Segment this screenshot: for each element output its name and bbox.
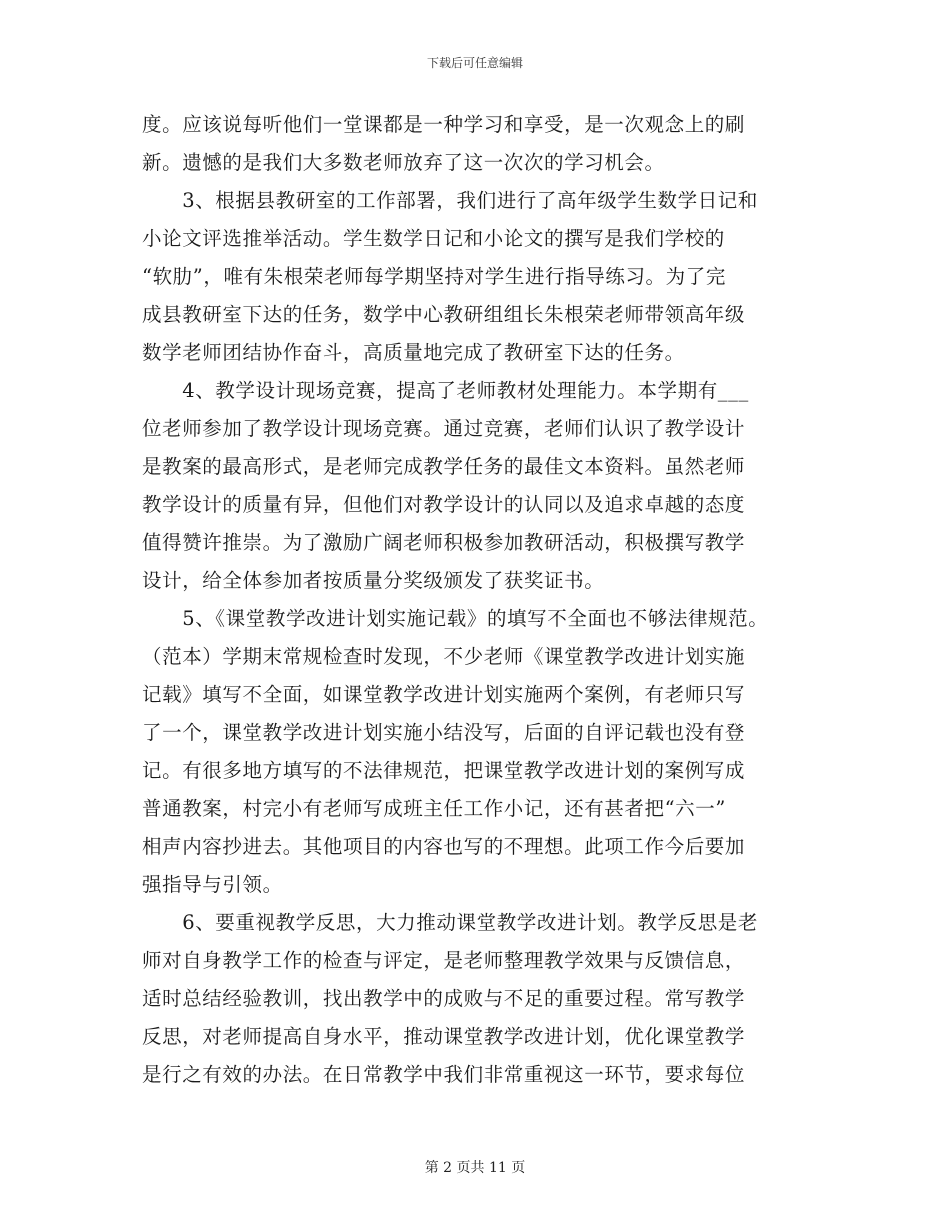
text-line: 值得赞许推崇。为了激励广阔老师积极参加教研活动，积极撰写教学 [142, 531, 746, 554]
page-number: 第 2 页共 11 页 [424, 1160, 526, 1176]
text-line: 6、要重视教学反思，大力推动课堂教学改进计划。教学反思是老 [142, 911, 759, 934]
text-line: 普通教案，村完小有老师写成班主任工作小记，还有甚者把“六一” [142, 797, 726, 820]
text-line: 记载》填写不全面，如课堂教学改进计划实施两个案例，有老师只写 [142, 683, 746, 706]
text-line: 相声内容抄进去。其他项目的内容也写的不理想。此项工作今后要加 [142, 835, 746, 858]
text-line: 新。遗憾的是我们大多数老师放弃了这一次次的学习机会。 [142, 151, 665, 174]
text-line: 教学设计的质量有异，但他们对教学设计的认同以及追求卓越的态度 [142, 493, 746, 516]
text-line: 3、根据县教研室的工作部署，我们进行了高年级学生数学日记和 [142, 189, 759, 212]
text-line: 设计，给全体参加者按质量分奖级颁发了获奖证书。 [142, 569, 605, 592]
text-line: 度。应该说每听他们一堂课都是一种学习和享受，是一次观念上的刷 [142, 113, 746, 136]
text-line: 师对自身教学工作的检查与评定，是老师整理教学效果与反馈信息， [142, 949, 746, 972]
document-body [142, 106, 812, 1094]
page-header: 下载后可任意编辑 [426, 56, 523, 70]
text-line: 强指导与引领。 [142, 873, 283, 896]
text-line: 小论文评选推举活动。学生数学日记和小论文的撰写是我们学校的 [142, 227, 725, 250]
text-line: 反思，对老师提高自身水平，推动课堂教学改进计划，优化课堂教学 [142, 1025, 746, 1048]
text-line: （范本）学期末常规检查时发现，不少老师《课堂教学改进计划实施 [142, 645, 746, 668]
text-line: 4、教学设计现场竞赛，提高了老师教材处理能力。本学期有___ [142, 379, 749, 402]
text-line: 位老师参加了教学设计现场竞赛。通过竞赛，老师们认识了教学设计 [142, 417, 746, 440]
text-line: 5、《课堂教学改进计划实施记载》的填写不全面也不够法律规范。 [142, 607, 769, 630]
text-line: 是教案的最高形式，是老师完成教学任务的最佳文本资料。虽然老师 [142, 455, 746, 478]
text-line: 是行之有效的办法。在日常教学中我们非常重视这一环节，要求每位 [142, 1063, 746, 1086]
text-line: 了一个，课堂教学改进计划实施小结没写，后面的自评记载也没有登 [142, 721, 746, 744]
text-line: 适时总结经验教训，找出教学中的成败与不足的重要过程。常写教学 [142, 987, 746, 1010]
text-line: 记。有很多地方填写的不法律规范，把课堂教学改进计划的案例写成 [142, 759, 746, 782]
text-line: 成县教研室下达的任务，数学中心教研组组长朱根荣老师带领高年级 [142, 303, 746, 326]
text-line: 数学老师团结协作奋斗，高质量地完成了教研室下达的任务。 [142, 341, 685, 364]
text-line: “软肋”，唯有朱根荣老师每学期坚持对学生进行指导练习。为了完 [142, 265, 726, 288]
